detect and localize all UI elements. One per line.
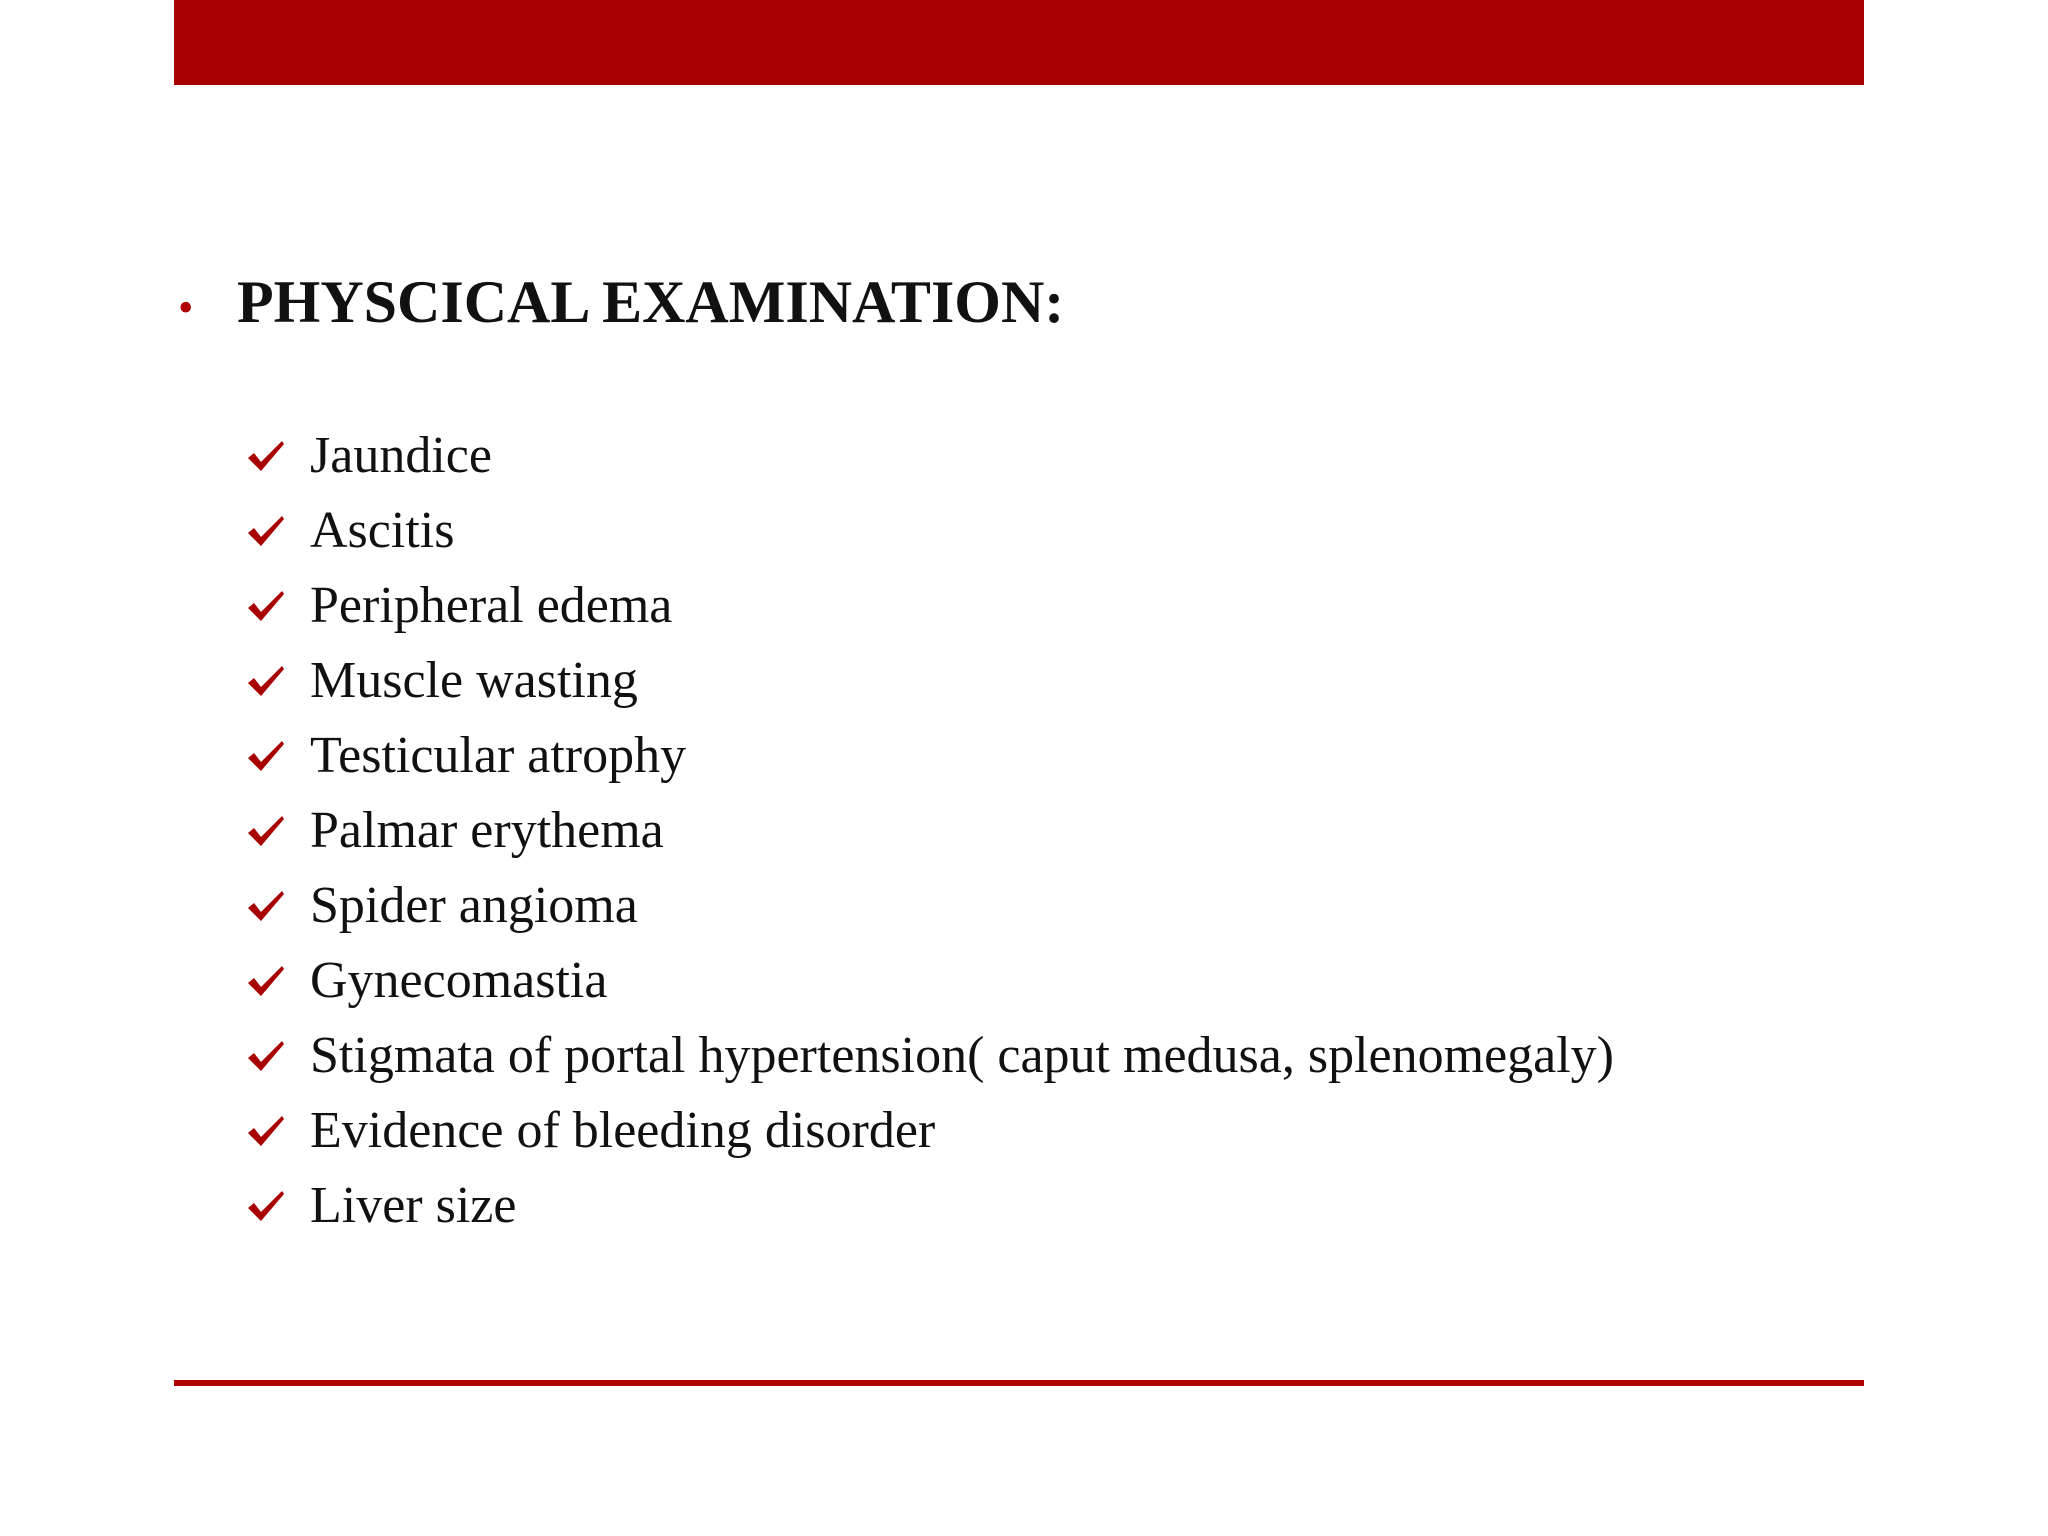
list-item xyxy=(246,718,1614,793)
list-item xyxy=(246,643,1614,718)
list-item-label: Ascitis xyxy=(310,502,455,559)
bottom-divider xyxy=(174,1380,1864,1386)
list-item xyxy=(246,1018,1614,1093)
list-item xyxy=(246,943,1614,1018)
check-icon xyxy=(246,493,310,568)
list-item xyxy=(246,568,1614,643)
check-icon xyxy=(246,1018,310,1093)
list-item xyxy=(246,418,1614,493)
list-item-label: Muscle wasting xyxy=(310,652,638,709)
check-icon xyxy=(246,868,310,943)
bullet-icon: • xyxy=(178,283,194,332)
checklist xyxy=(246,418,1614,1243)
check-icon xyxy=(246,793,310,868)
check-icon xyxy=(246,418,310,493)
heading-row xyxy=(174,262,1864,342)
list-item-label: Liver size xyxy=(310,1177,517,1234)
list-item xyxy=(246,493,1614,568)
slide-content xyxy=(174,262,1864,1234)
check-icon xyxy=(246,943,310,1018)
check-icon xyxy=(246,718,310,793)
list-item-label: Evidence of bleeding disorder xyxy=(310,1102,936,1159)
list-item xyxy=(246,1093,1614,1168)
check-icon xyxy=(246,643,310,718)
list-item-label: Testicular atrophy xyxy=(310,727,687,784)
check-icon xyxy=(246,568,310,643)
list-item-label: Palmar erythema xyxy=(310,802,664,859)
check-icon xyxy=(246,1168,310,1243)
top-accent-bar xyxy=(174,0,1864,85)
list-item xyxy=(246,1168,1614,1243)
slide-heading: PHYSCICAL EXAMINATION: xyxy=(237,269,1065,335)
list-item xyxy=(246,868,1614,943)
list-item xyxy=(246,793,1614,868)
list-item-label: Jaundice xyxy=(310,427,492,484)
list-item-label: Stigmata of portal hypertension( caput medusa, splenomegaly) xyxy=(310,1027,1614,1084)
list-item-label: Spider angioma xyxy=(310,877,638,934)
list-item-label: Gynecomastia xyxy=(310,952,608,1009)
check-icon xyxy=(246,1093,310,1168)
list-item-label: Peripheral edema xyxy=(310,577,673,634)
